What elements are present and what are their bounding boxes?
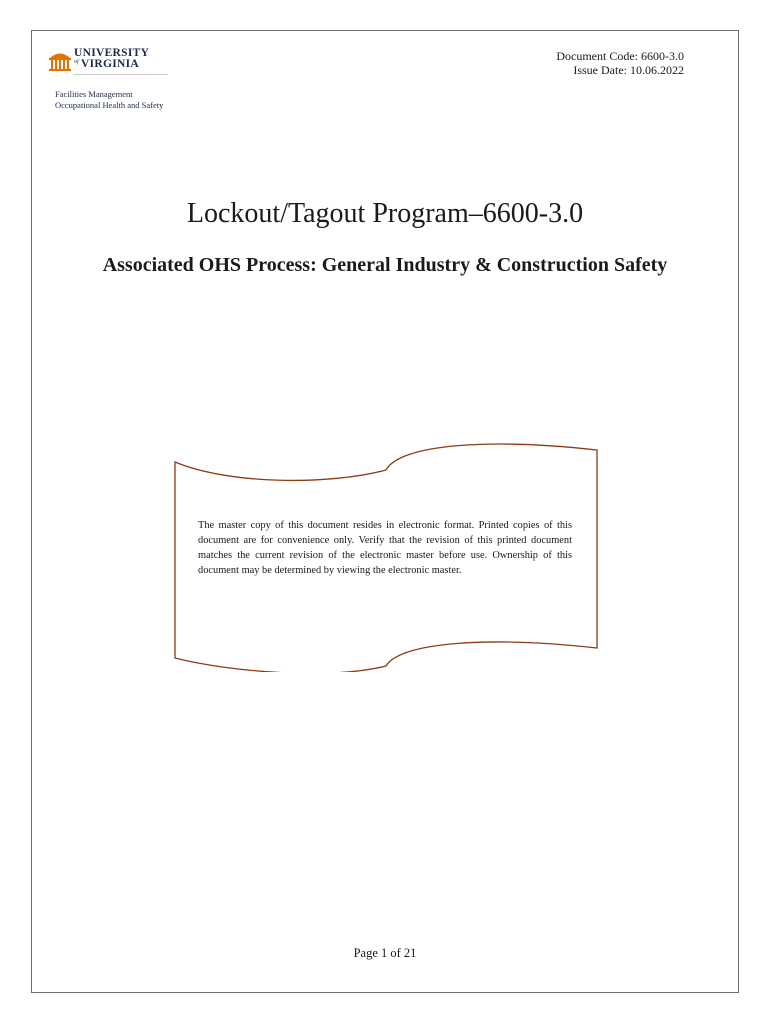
document-subtitle: Associated OHS Process: General Industry & Construction Safety (102, 254, 668, 276)
logo-of-text: of (74, 59, 79, 65)
document-code: Document Code: 6600-3.0 (556, 49, 684, 63)
page-number: Page 1 of 21 (353, 946, 417, 960)
master-copy-notice: The master copy of this document resides in electronic format. Printed copies of this document are for convenience only. Verify that the revision of this printed document matches the current revision of the electronic master before use. Ownership of this document may be determined by viewing the electronic master. (198, 520, 572, 576)
university-logo (48, 46, 168, 80)
department-name: Facilities Management (55, 89, 133, 99)
department-block (55, 89, 163, 111)
division-name: Occupational Health and Safety (55, 100, 164, 110)
document-title: Lockout/Tagout Program–6600-3.0 (186, 198, 584, 229)
logo-university-text: UNIVERSITY (74, 47, 150, 59)
logo-divider (74, 74, 168, 75)
issue-date: Issue Date: 10.06.2022 (573, 63, 684, 77)
logo-virginia-text: VIRGINIA (81, 58, 139, 70)
document-meta (556, 49, 684, 77)
rotunda-icon (48, 48, 72, 72)
